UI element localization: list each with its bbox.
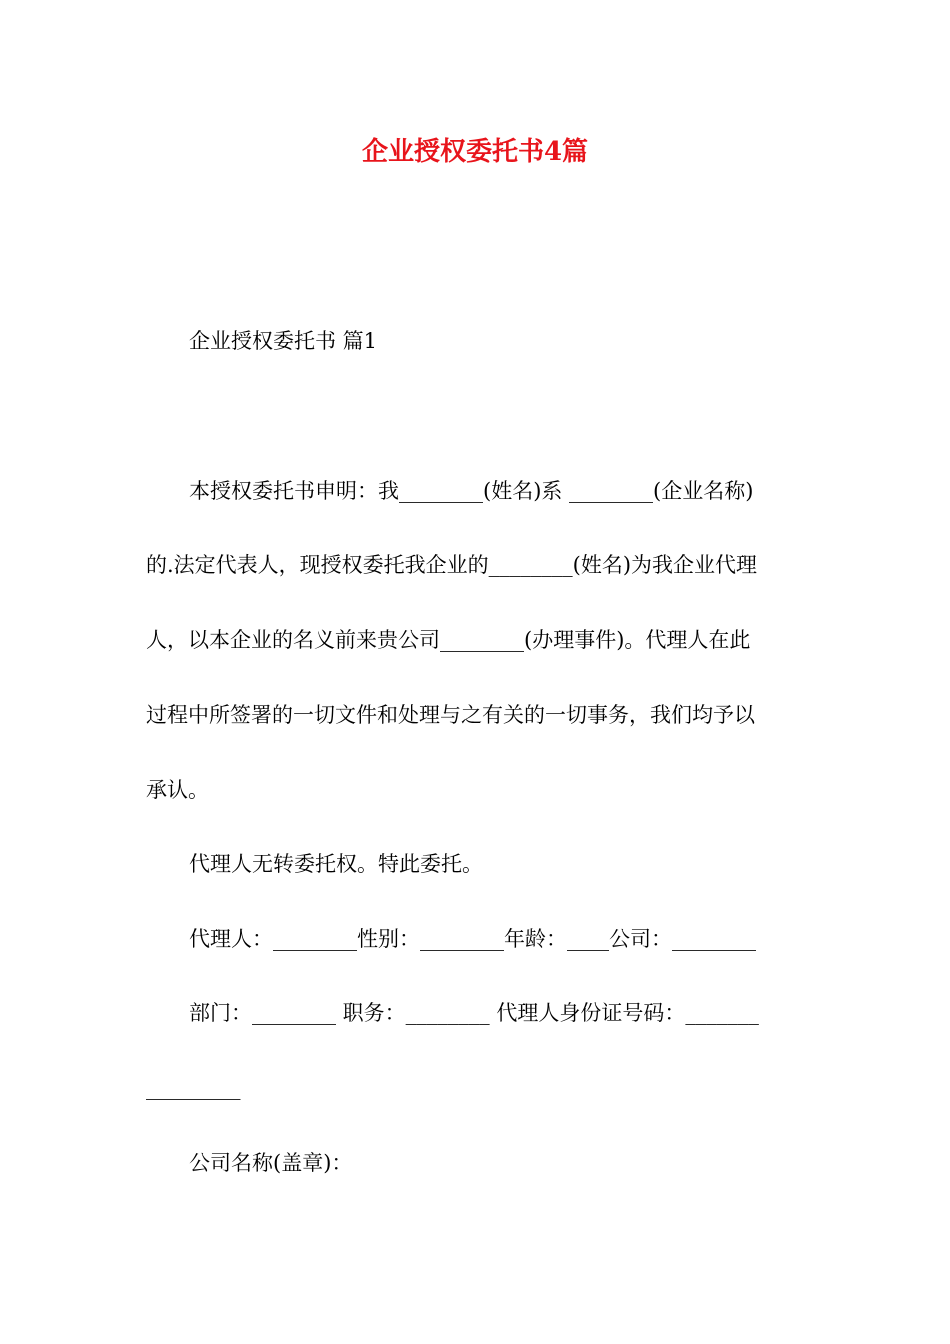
paragraph-line-2: 的.法定代表人，现授权委托我企业的________(姓名)为我企业代理 [146, 553, 758, 577]
document-title: 企业授权委托书4篇 [361, 137, 589, 167]
no-subdelegation-line: 代理人无转委托权。特此委托。 [189, 852, 483, 876]
paragraph-line-3: 人，以本企业的名义前来贵公司________(办理事件)。代理人在此 [146, 628, 751, 652]
agent-info-line: 代理人：________性别：________年龄：____公司：________ [189, 927, 756, 951]
id-number-continuation-line: _________ [146, 1076, 241, 1100]
section-heading: 企业授权委托书 篇1 [189, 329, 378, 353]
department-line: 部门：________ 职务：________ 代理人身份证号码：_______ [189, 1001, 759, 1025]
paragraph-line-1: 本授权委托书申明：我________(姓名)系 ________(企业名称) [189, 479, 754, 503]
paragraph-line-5: 承认。 [146, 778, 209, 802]
paragraph-line-4: 过程中所签署的一切文件和处理与之有关的一切事务，我们均予以 [146, 703, 755, 727]
company-seal-line: 公司名称(盖章)： [189, 1151, 353, 1175]
